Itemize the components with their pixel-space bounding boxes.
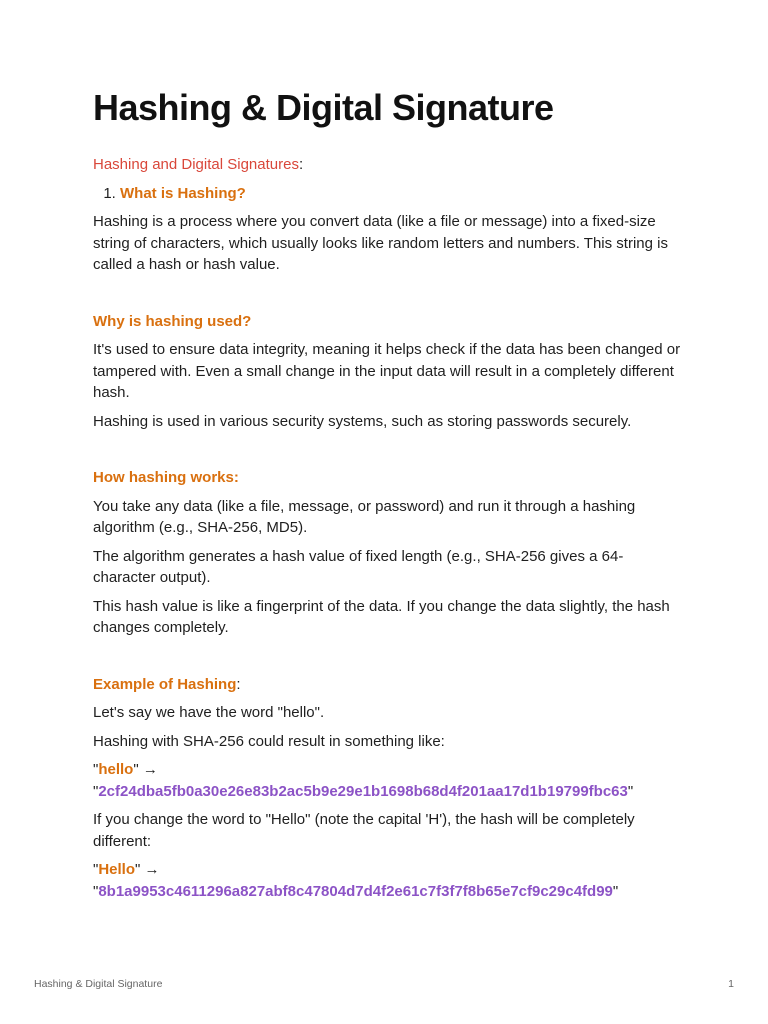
document-body — [93, 86, 683, 909]
quote-mark: " — [133, 761, 139, 778]
example-line-3: If you change the word to "Hello" (note the capital 'H'), the hash will be completely different: — [93, 811, 635, 850]
quote-mark: " — [627, 782, 634, 800]
list-item-label: What is Hashing? — [120, 184, 246, 202]
how-works-paragraph-2: The algorithm generates a hash value of fixed length (e.g., SHA-256 gives a 64-character output). — [93, 547, 624, 586]
intro-label: Hashing and Digital Signatures — [93, 156, 299, 173]
how-works-paragraph-3: This hash value is like a fingerprint of the data. If you change the data slightly, the hash changes completely. — [93, 597, 670, 636]
how-works-heading: How hashing works: — [93, 469, 239, 486]
page-title: Hashing & Digital Signature — [93, 87, 554, 128]
hash-example-2 — [93, 859, 683, 902]
page-number: 1 — [728, 978, 734, 990]
intro-suffix: : — [298, 156, 304, 173]
arrow-icon: → — [142, 761, 158, 778]
intro-line — [93, 154, 683, 176]
spacer — [93, 283, 683, 311]
quote-mark: " — [93, 882, 99, 900]
example-heading-suffix: : — [236, 675, 241, 693]
why-used-paragraph-1: It's used to ensure data integrity, meaning it helps check if the data has been changed or tampered with. Even a small change in the input data will result in a completely different hash. — [93, 341, 681, 401]
example-hash-2: 8b1a9953c4611296a827abf8c47804d7d4f2e61c7f3f7f8b65e7cf9c29c4fd99 — [98, 882, 613, 900]
example-heading: Example of Hashing — [93, 675, 237, 693]
spacer — [93, 646, 683, 674]
example-line-2: Hashing with SHA-256 could result in something like: — [93, 732, 445, 750]
numbered-list — [93, 183, 683, 205]
example-word-1: hello — [98, 761, 134, 778]
quote-mark: " — [612, 882, 619, 900]
why-used-paragraph-2: Hashing is used in various security systems, such as storing passwords securely. — [93, 412, 632, 430]
footer-title: Hashing & Digital Signature — [34, 978, 163, 990]
quote-mark: " — [93, 761, 99, 778]
spacer — [93, 439, 683, 467]
example-heading-line — [93, 674, 683, 696]
quote-mark: " — [135, 861, 141, 878]
example-line-1: Let's say we have the word "hello". — [93, 704, 325, 721]
list-item — [120, 183, 683, 205]
quote-mark: " — [93, 861, 99, 878]
example-hash-1: 2cf24dba5fb0a30e26e83b2ac5b9e29e1b1698b68d4f201aa17d1b19799fbc63 — [98, 782, 628, 800]
why-used-heading: Why is hashing used? — [93, 312, 252, 330]
quote-mark: " — [93, 782, 99, 800]
what-is-hashing-paragraph: Hashing is a process where you convert data (like a file or message) into a fixed-size string of characters, which usually looks like random letters and numbers. This string is called a hash or hash value. — [93, 213, 668, 273]
how-works-paragraph-1: You take any data (like a file, message, or password) and run it through a hashing algorithm (e.g., SHA-256, MD5). — [93, 497, 636, 536]
arrow-icon: → — [144, 861, 160, 878]
hash-example-1 — [93, 759, 683, 802]
example-word-2: Hello — [98, 861, 136, 878]
